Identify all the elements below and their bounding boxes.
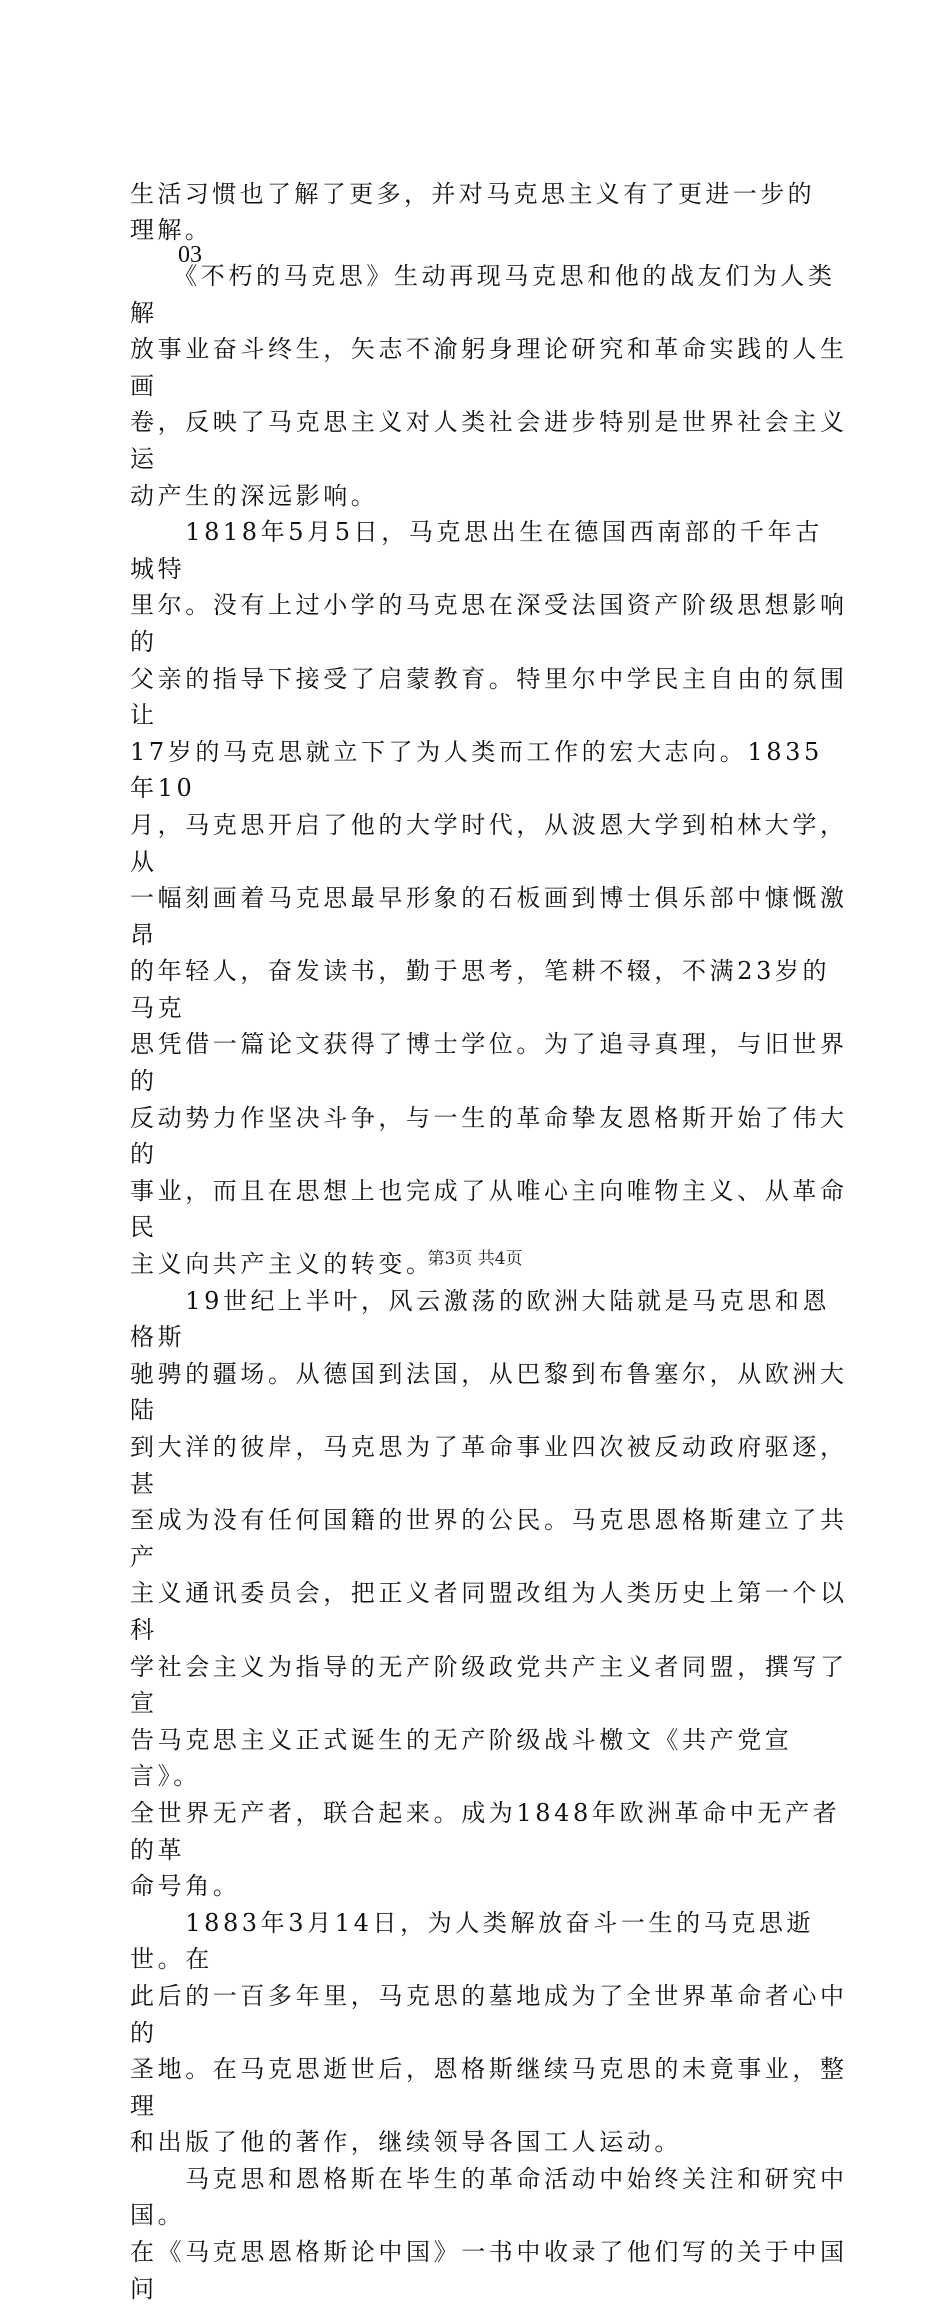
intro-line bbox=[130, 176, 842, 249]
section-number: 03 bbox=[178, 242, 202, 268]
page-footer: 第3页 共4页 bbox=[427, 1249, 523, 1269]
intro-line-text: 生活习惯也了解了更多，并对马克思主义有了更进一步的理解。 bbox=[130, 180, 815, 245]
paragraph-5: 马克思和恩格斯在毕生的革命活动中始终关注和研究中国。 在《马克思恩格斯论中国》一书中收录了他们写的关于中国问 bbox=[130, 2164, 848, 2303]
paragraph-4: 1883年3月14日，为人类解放奋斗一生的马克思逝世。在 此后的一百多年里，马克思的墓地成为了全世界革命者心中的 圣地。在马克思逝世后，恩格斯继续马克思的未竟事业，整理 和出版了他的著作，继续领导各国工人运动。 bbox=[130, 1908, 848, 2157]
paragraph-1: 《不朽的马克思》生动再现马克思和他的战友们为人类解 放事业奋斗终生，矢志不渝躬身理论研究和革命实践的人生画 卷，反映了马克思主义对人类社会进步特别是世界社会主义运 动产生的深远影响。 bbox=[130, 262, 848, 510]
body-text bbox=[130, 258, 850, 2307]
paragraph-2: 1818年5月5日，马克思出生在德国西南部的千年古城特 里尔。没有上过小学的马克思在深受法国资产阶级思想影响的 父亲的指导下接受了启蒙教育。特里尔中学民主自由的氛围让 17岁的马克思就立下了为人类而工作的宏大志向。1835年10 月，马克思开启了他的大学时代，从波恩大学到柏林大学，从 一幅刻画着马克思最早形象的石板画到博士俱乐部中慷慨激昂 的年轻人，奋发读书，勤于思考，笔耕不辍，不满23岁的马克 思凭借一篇论文获得了博士学位。为了追寻真理，与旧世界的 反动势力作坚决斗争，与一生的革命挚友恩格斯开始了伟大的 事业，而且在思想上也完成了从唯心主向唯物主义、从革命民 主义向共产主义的转变。 bbox=[130, 518, 848, 1279]
paragraph-3: 19世纪上半叶，风云激荡的欧洲大陆就是马克思和恩格斯 驰骋的疆场。从德国到法国，从巴黎到布鲁塞尔，从欧洲大陆 到大洋的彼岸，马克思为了革命事业四次被反动政府驱逐，甚 至成为没有任何国籍的世界的公民。马克思恩格斯建立了共产 主义通讯委员会，把正义者同盟改组为人类历史上第一个以科 学社会主义为指导的无产阶级政党共产主义者同盟，撰写了宣 告马克思主义正式诞生的无产阶级战斗檄文《共产党宣言》。 全世界无产者，联合起来。成为1848年欧洲革命中无产者的革 命号角。 bbox=[130, 1286, 848, 1901]
